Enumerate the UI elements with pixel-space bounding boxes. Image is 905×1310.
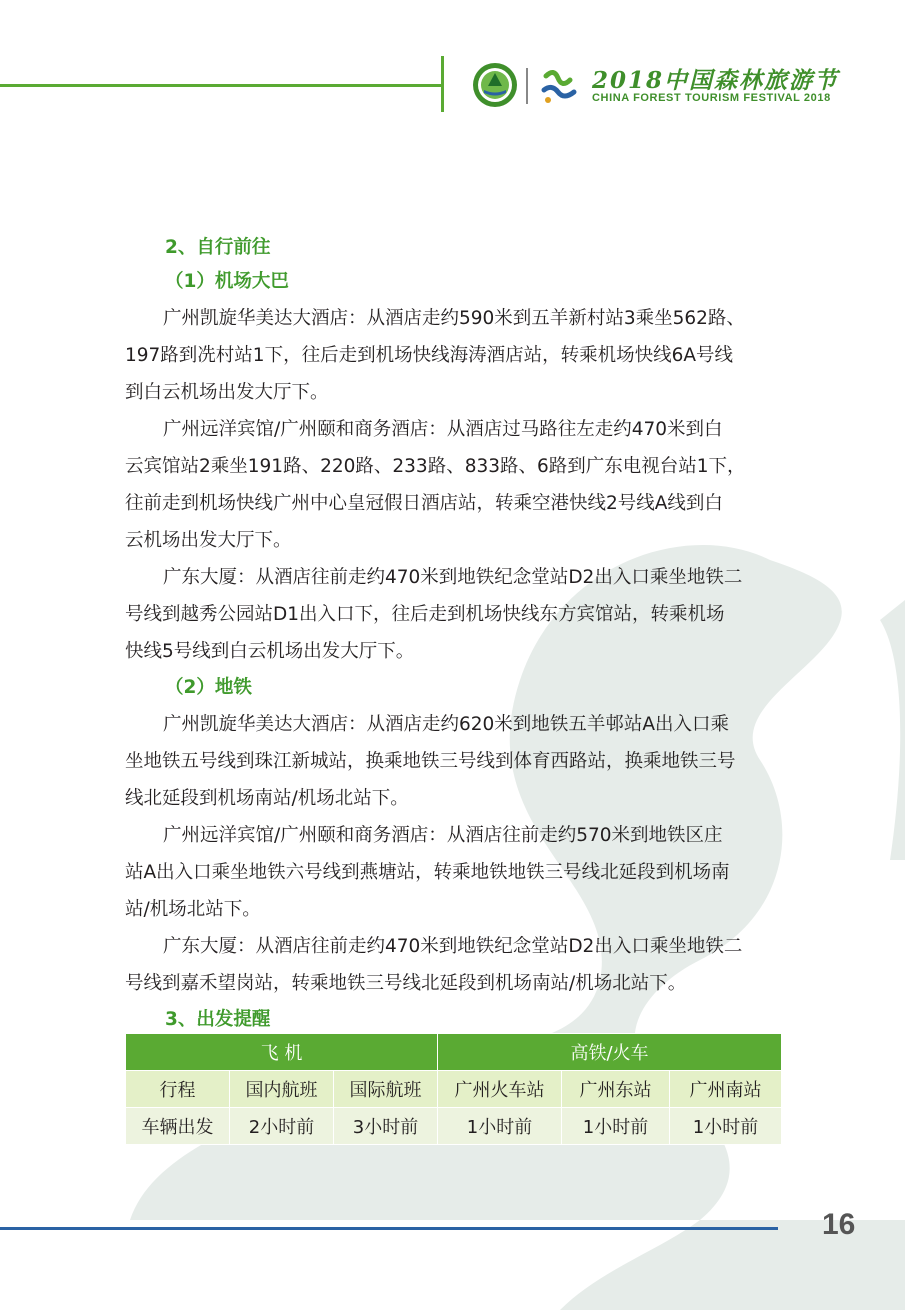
table-cell: 1小时前 (438, 1108, 562, 1145)
table-cell: 国际航班 (334, 1071, 438, 1108)
header-divider-vertical (441, 56, 444, 112)
subsection-heading-airport-bus: （1）机场大巴 (165, 271, 289, 292)
paragraph: 广州凯旋华美达大酒店：从酒店走约620米到地铁五羊邨站A出入口乘 坐地铁五号线到珠江新城站，换乘地铁三号线到体育西路站，换乘地铁三号 线北延段到机场南站/机场北站下。 (125, 714, 736, 809)
paragraph: 广州远洋宾馆/广州颐和商务酒店：从酒店往前走约570米到地铁区庄 站A出入口乘坐地铁六号线到燕塘站，转乘地铁地铁三号线北延段到机场南 站/机场北站下。 (125, 825, 730, 920)
festival-mark-icon (536, 64, 580, 108)
table-cell: 行程 (126, 1071, 230, 1108)
header-divider-horizontal (0, 84, 444, 87)
departure-reminder-table (125, 1033, 781, 1145)
festival-title-cn: 2018中国森林旅游节 (592, 67, 840, 94)
section-heading: 2、自行前往 (165, 237, 271, 258)
table-cell: 1小时前 (562, 1108, 670, 1145)
table-row (126, 1071, 782, 1108)
table-cell: 国内航班 (230, 1071, 334, 1108)
table-cell: 3小时前 (334, 1108, 438, 1145)
paragraph: 广州凯旋华美达大酒店：从酒店走约590米到五羊新村站3乘坐562路、 197路到冼村站1下，往后走到机场快线海涛酒店站，转乘机场快线6A号线 到白云机场出发大厅下。 (125, 308, 745, 403)
paragraph: 广州远洋宾馆/广州颐和商务酒店：从酒店过马路往左走约470米到白 云宾馆站2乘坐191路、220路、233路、833路、6路到广东电视台站1下， 往前走到机场快线广州中心皇冠假日酒店站，转乘空港快线2号线A线到白 云机场出发大厅下。 (125, 419, 746, 551)
table-cell: 1小时前 (670, 1108, 782, 1145)
section-heading: 3、出发提醒 (165, 1009, 271, 1030)
subsection-heading-metro: （2）地铁 (165, 677, 252, 698)
table-cell: 广州东站 (562, 1071, 670, 1108)
paragraph: 广东大厦：从酒店往前走约470米到地铁纪念堂站D2出入口乘坐地铁二 号线到越秀公园站D1出入口下，往后走到机场快线东方宾馆站，转乘机场 快线5号线到白云机场出发大厅下。 (125, 567, 743, 662)
logo-separator (526, 68, 528, 104)
table-group-header-flight: 飞 机 (126, 1034, 438, 1071)
table-cell: 车辆出发 (126, 1108, 230, 1145)
table-group-header-train: 高铁/火车 (438, 1034, 782, 1071)
header-logo-area (468, 60, 888, 116)
footer-divider (0, 1227, 778, 1230)
table-cell: 广州火车站 (438, 1071, 562, 1108)
table-row (126, 1108, 782, 1145)
page-number: 16 (822, 1208, 856, 1241)
paragraph: 广东大厦：从酒店往前走约470米到地铁纪念堂站D2出入口乘坐地铁二 号线到嘉禾望岗站，转乘地铁三号线北延段到机场南站/机场北站下。 (125, 936, 743, 994)
main-content (125, 232, 785, 1036)
table-cell: 广州南站 (670, 1071, 782, 1108)
table-cell: 2小时前 (230, 1108, 334, 1145)
festival-title-en: CHINA FOREST TOURISM FESTIVAL 2018 (592, 92, 831, 104)
forest-emblem-icon (472, 62, 518, 108)
